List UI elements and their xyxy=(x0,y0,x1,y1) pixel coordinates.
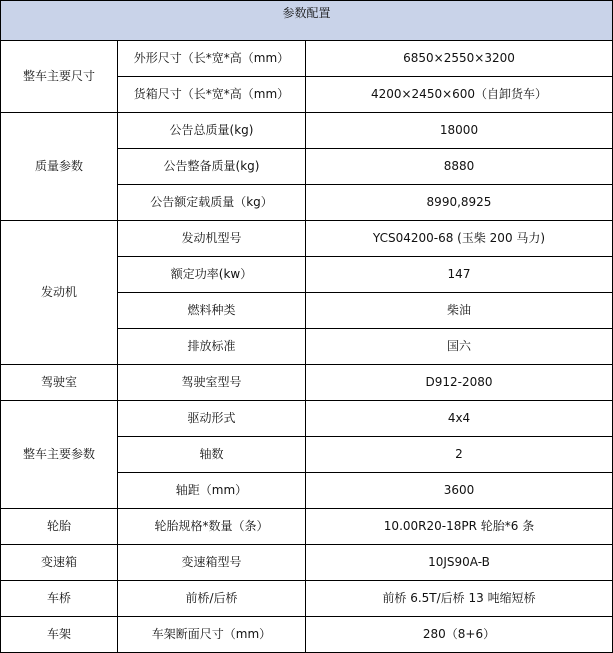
param-label: 变速箱型号 xyxy=(118,545,306,581)
table-row xyxy=(1,617,613,653)
table-row xyxy=(1,41,613,77)
table-row xyxy=(1,221,613,257)
param-value: 10JS90A-B xyxy=(306,545,613,581)
param-label: 公告整备质量(kg) xyxy=(118,149,306,185)
param-value: YCS04200-68 (玉柴 200 马力) xyxy=(306,221,613,257)
param-label: 轮胎规格*数量（条） xyxy=(118,509,306,545)
param-label: 驾驶室型号 xyxy=(118,365,306,401)
group-label: 车架 xyxy=(1,617,118,653)
param-label: 货箱尺寸（长*宽*高（mm） xyxy=(118,77,306,113)
param-value: 4x4 xyxy=(306,401,613,437)
param-value: 8990,8925 xyxy=(306,185,613,221)
group-label: 整车主要尺寸 xyxy=(1,41,118,113)
param-value: 3600 xyxy=(306,473,613,509)
param-value: 6850×2550×3200 xyxy=(306,41,613,77)
group-label: 变速箱 xyxy=(1,545,118,581)
param-label: 燃料种类 xyxy=(118,293,306,329)
param-label: 轴距（mm） xyxy=(118,473,306,509)
param-label: 车架断面尺寸（mm） xyxy=(118,617,306,653)
param-value: 柴油 xyxy=(306,293,613,329)
group-label: 质量参数 xyxy=(1,113,118,221)
table-header-row xyxy=(1,1,613,41)
param-value: 147 xyxy=(306,257,613,293)
table-title: 参数配置 xyxy=(1,1,613,41)
table-row xyxy=(1,581,613,617)
param-label: 排放标准 xyxy=(118,329,306,365)
param-value: 8880 xyxy=(306,149,613,185)
group-label: 发动机 xyxy=(1,221,118,365)
param-label: 额定功率(kw） xyxy=(118,257,306,293)
param-value: 280（8+6） xyxy=(306,617,613,653)
param-value: D912-2080 xyxy=(306,365,613,401)
param-value: 2 xyxy=(306,437,613,473)
param-value: 前桥 6.5T/后桥 13 吨缩短桥 xyxy=(306,581,613,617)
param-label: 公告总质量(kg) xyxy=(118,113,306,149)
param-label: 外形尺寸（长*宽*高（mm） xyxy=(118,41,306,77)
group-label: 车桥 xyxy=(1,581,118,617)
param-value: 国六 xyxy=(306,329,613,365)
table-row xyxy=(1,401,613,437)
param-label: 公告额定载质量（kg） xyxy=(118,185,306,221)
param-label: 轴数 xyxy=(118,437,306,473)
param-label: 发动机型号 xyxy=(118,221,306,257)
table-row xyxy=(1,545,613,581)
param-value: 4200×2450×600（自卸货车） xyxy=(306,77,613,113)
param-value: 10.00R20-18PR 轮胎*6 条 xyxy=(306,509,613,545)
table-row xyxy=(1,509,613,545)
group-label: 整车主要参数 xyxy=(1,401,118,509)
param-label: 驱动形式 xyxy=(118,401,306,437)
group-label: 轮胎 xyxy=(1,509,118,545)
table-row xyxy=(1,365,613,401)
table-row xyxy=(1,113,613,149)
param-value: 18000 xyxy=(306,113,613,149)
param-label: 前桥/后桥 xyxy=(118,581,306,617)
group-label: 驾驶室 xyxy=(1,365,118,401)
